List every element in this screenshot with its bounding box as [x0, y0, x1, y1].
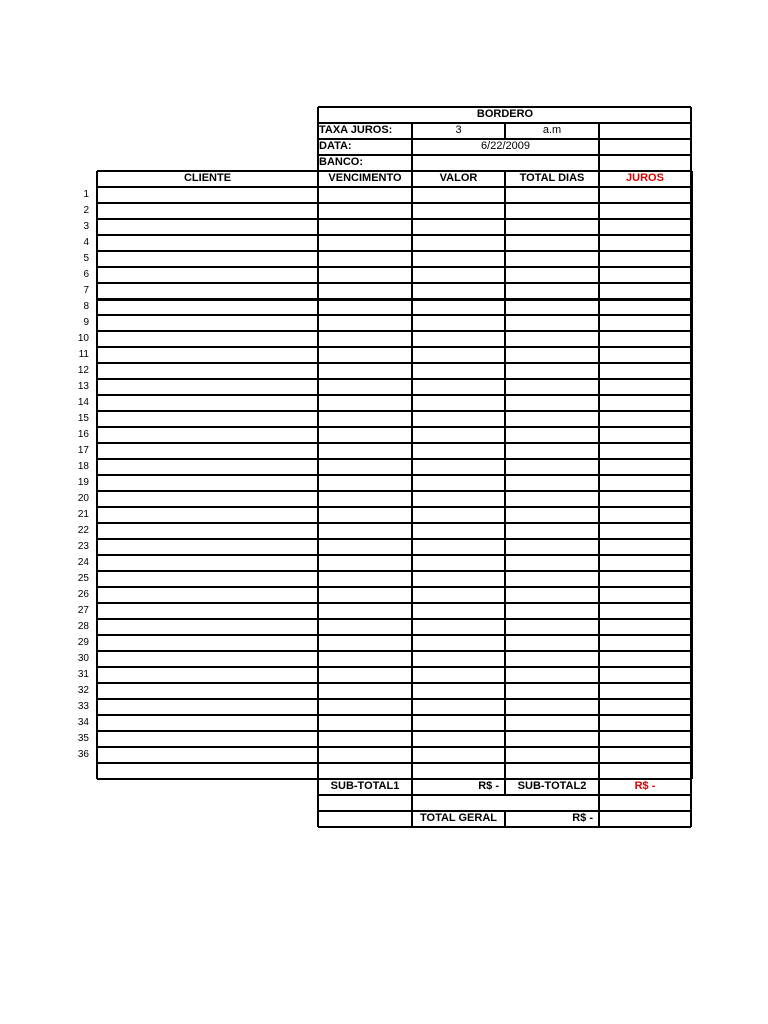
grid-vline [598, 779, 600, 827]
row-number: 36 [77, 749, 89, 760]
grid-hline [97, 506, 691, 508]
total-geral-value: R$ - [572, 812, 593, 824]
row-number: 5 [83, 253, 89, 264]
grid-hline [97, 490, 691, 492]
grid-hline [97, 250, 691, 252]
grid-hline [97, 266, 691, 268]
column-header-cliente: CLIENTE [183, 172, 232, 184]
taxa-juros-value: 3 [455, 124, 462, 136]
grid-hline [97, 170, 691, 172]
row-number: 34 [77, 717, 89, 728]
column-header-total-dias: TOTAL DIAS [519, 172, 585, 184]
row-number: 14 [77, 397, 89, 408]
grid-hline [97, 538, 691, 540]
data-label: DATA: [319, 140, 352, 152]
taxa-juros-unit: a.m [542, 124, 562, 136]
grid-hline [97, 442, 691, 444]
row-number: 30 [77, 653, 89, 664]
grid-hline [97, 202, 691, 204]
grid-hline [97, 634, 691, 636]
row-number: 32 [77, 685, 89, 696]
data-value: 6/22/2009 [481, 140, 530, 152]
row-number: 7 [83, 285, 89, 296]
row-number: 1 [83, 189, 89, 200]
grid-vline [317, 107, 319, 171]
grid-hline [97, 410, 691, 412]
grid-hline [97, 234, 691, 236]
row-number: 22 [77, 525, 89, 536]
grid-hline [97, 730, 691, 732]
row-number: 27 [77, 605, 89, 616]
bordero-title: BORDERO [476, 108, 534, 120]
row-number: 33 [77, 701, 89, 712]
total-geral-label: TOTAL GERAL [420, 812, 497, 824]
column-header-valor: VALOR [439, 172, 478, 184]
column-header-juros: JUROS [626, 172, 664, 184]
grid-hline [97, 554, 691, 556]
grid-vline [504, 779, 506, 795]
grid-hline [97, 522, 691, 524]
grid-vline [690, 107, 692, 171]
row-number: 4 [83, 237, 89, 248]
grid-hline [97, 299, 691, 301]
row-number: 6 [83, 269, 89, 280]
grid-hline [97, 282, 691, 284]
grid-hline [97, 746, 691, 748]
grid-vline [411, 123, 413, 171]
grid-hline [97, 458, 691, 460]
row-number: 23 [77, 541, 89, 552]
grid-hline [97, 682, 691, 684]
row-number: 3 [83, 221, 89, 232]
row-number: 9 [83, 317, 89, 328]
row-number: 12 [77, 365, 89, 376]
grid-hline [97, 362, 691, 364]
row-number: 17 [77, 445, 89, 456]
row-number: 20 [77, 493, 89, 504]
column-header-vencimento: VENCIMENTO [328, 172, 402, 184]
grid-hline [97, 570, 691, 572]
row-number: 26 [77, 589, 89, 600]
grid-hline [97, 698, 691, 700]
grid-vline [504, 811, 506, 827]
grid-hline [97, 426, 691, 428]
row-number: 16 [77, 429, 89, 440]
banco-label: BANCO: [319, 156, 363, 168]
row-number: 31 [77, 669, 89, 680]
grid-hline [97, 602, 691, 604]
taxa-juros-label: TAXA JUROS: [319, 124, 393, 136]
grid-hline [97, 394, 691, 396]
grid-hline [97, 586, 691, 588]
row-number: 29 [77, 637, 89, 648]
row-number: 18 [77, 461, 89, 472]
grid-vline [598, 171, 600, 779]
row-number: 19 [77, 477, 89, 488]
grid-vline [691, 171, 693, 779]
grid-vline [317, 779, 319, 827]
grid-hline [97, 618, 691, 620]
subtotal1-label: SUB-TOTAL1 [330, 780, 400, 792]
grid-vline [411, 779, 413, 827]
grid-hline [97, 650, 691, 652]
grid-hline [97, 474, 691, 476]
grid-hline [97, 762, 691, 764]
row-number: 35 [77, 733, 89, 744]
row-number: 25 [77, 573, 89, 584]
row-number: 21 [77, 509, 89, 520]
grid-vline [504, 123, 506, 139]
grid-vline [690, 779, 692, 827]
grid-hline [97, 378, 691, 380]
row-number: 15 [77, 413, 89, 424]
grid-vline [317, 171, 319, 779]
row-number: 2 [83, 205, 89, 216]
grid-vline [411, 171, 413, 779]
grid-vline [504, 171, 506, 779]
row-number: 28 [77, 621, 89, 632]
grid-hline [97, 314, 691, 316]
grid-hline [97, 330, 691, 332]
row-number: 24 [77, 557, 89, 568]
grid-hline [97, 666, 691, 668]
grid-hline [97, 186, 691, 188]
grid-hline [318, 106, 691, 108]
subtotal2-value: R$ - [634, 780, 656, 792]
row-number: 13 [77, 381, 89, 392]
grid-hline [97, 218, 691, 220]
grid-hline [97, 714, 691, 716]
row-number: 8 [83, 301, 89, 312]
row-number: 10 [77, 333, 89, 344]
grid-vline [96, 171, 98, 779]
grid-hline [97, 346, 691, 348]
row-number: 11 [78, 349, 89, 360]
grid-hline [97, 778, 691, 780]
subtotal1-value: R$ - [478, 780, 499, 792]
grid-vline [598, 123, 600, 171]
subtotal2-label: SUB-TOTAL2 [517, 780, 587, 792]
grid-hline [318, 154, 691, 156]
